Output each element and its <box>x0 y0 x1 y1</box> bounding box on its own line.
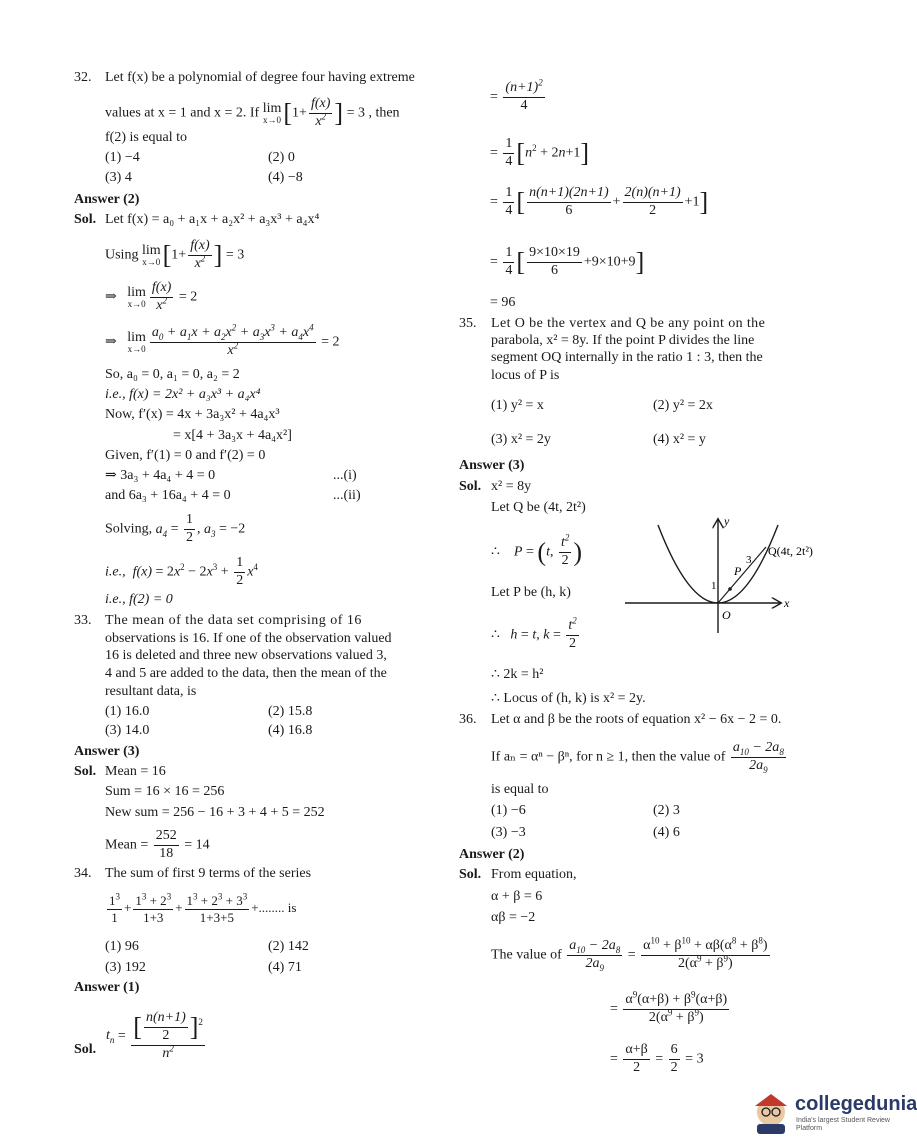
q36-option-4[interactable]: (4) 6 <box>653 825 680 840</box>
q35-option-2[interactable]: (2) y² = 2x <box>653 398 713 413</box>
q36-option-2[interactable]: (2) 3 <box>653 803 680 818</box>
q36-step3: = $\frac{\alpha+\beta}{2}$ = $\frac{6}{2}$ = 3 <box>610 1042 704 1075</box>
q34-number: 34. <box>74 866 92 881</box>
q34-line1: The sum of first 9 terms of the series <box>105 866 312 881</box>
point-p <box>728 587 732 591</box>
q36-line2: If aₙ = αⁿ − βⁿ, for n ≥ 1, then the value of $\frac{a_{10} - 2a_8}{2a_9}$ <box>491 740 784 775</box>
q34-option-3[interactable]: (3) 192 <box>105 960 146 975</box>
q36-line1: Let α and β be the roots of equation x² − 6x − 2 = 0. <box>491 712 782 727</box>
right-column <box>445 0 891 1146</box>
q33-sol-4: Mean = $\frac{252}{18}$ = 14 <box>105 828 210 861</box>
q35-answer: Answer (3) <box>459 458 525 473</box>
fig-label-o: O <box>722 608 731 622</box>
q33-line2: observations is 16. If one of the observation valued <box>105 631 392 646</box>
q33-option-1[interactable]: (1) 16.0 <box>105 704 150 719</box>
q32-step-ie: i.e., f(x) = 2x² + a₃x³ + a₄x⁴ <box>105 387 261 402</box>
q35-option-3[interactable]: (3) x² = 2y <box>491 432 551 447</box>
q35-hk: ∴ h = t, k = $\frac{t^2}{2}$ <box>491 615 577 651</box>
q32-option-1[interactable]: (1) −4 <box>105 150 140 165</box>
parabola-figure <box>620 515 880 635</box>
q32-step-now2: = x[4 + 3a₃x + 4a₄x²] <box>173 428 292 443</box>
q36-option-1[interactable]: (1) −6 <box>491 803 526 818</box>
q36-option-3[interactable]: (3) −3 <box>491 825 526 840</box>
q35-sol-label: Sol. <box>459 479 482 494</box>
q34-answer: Answer (1) <box>74 980 140 995</box>
q35-sol-5: ∴ 2k = h² <box>491 667 544 682</box>
q32-number: 32. <box>74 70 92 85</box>
q32-step-given: Given, f′(1) = 0 and f′(2) = 0 <box>105 448 266 463</box>
q32-option-3[interactable]: (3) 4 <box>105 170 132 185</box>
q36-sol-2: α + β = 6 <box>491 889 543 904</box>
q34-option-1[interactable]: (1) 96 <box>105 939 139 954</box>
q34-option-2[interactable]: (2) 142 <box>268 939 309 954</box>
q32-fx-final: i.e., $f(x) = 2x^2 - 2x^3$ + $\frac{1}{2}$ $x^4$ <box>105 555 258 588</box>
fig-label-q: Q(4t, 2t²) <box>768 544 813 558</box>
q34-r4: = $\frac{1}{4}$ [ $\frac{9\times 10\times 19}{6}$ +9×10+9] <box>490 245 645 278</box>
fig-ratio-1: 1 <box>711 580 717 592</box>
q34-r3: = $\frac{1}{4}$ [ $\frac{n(n+1)(2n+1)}{6}$ + $\frac{2(n)(n+1)}{2}$ +1] <box>490 185 709 218</box>
q32-eq2: and 6a₃ + 16a₄ + 4 = 0 <box>105 488 231 503</box>
q32-option-2[interactable]: (2) 0 <box>268 150 295 165</box>
q32-limit-step2: ⇒ lim x→0 $\frac{f(x)}{x^2}$ = 2 <box>105 280 198 313</box>
q35-number: 35. <box>459 316 477 331</box>
q36-sol-label: Sol. <box>459 867 482 882</box>
q32-answer: Answer (2) <box>74 192 140 207</box>
q35-line4: locus of P is <box>491 368 560 383</box>
q35-line2: parabola, x² = 8y. If the point P divides the line <box>491 333 755 348</box>
q34-r2: = $\frac{1}{4}$ $[n^2 + 2n+1]$ <box>490 136 590 169</box>
segment-oq <box>718 547 766 603</box>
q33-option-2[interactable]: (2) 15.8 <box>268 704 313 719</box>
q32-step-so: So, a₀ = 0, a₁ = 0, a₂ = 2 <box>105 367 240 382</box>
q32-line3: f(2) is equal to <box>105 130 188 145</box>
q32-eq1-tag: ...(i) <box>333 468 357 483</box>
q36-sol-3: αβ = −2 <box>491 910 536 925</box>
q34-series: $\frac{1^3}{1}$ + $\frac{1^3 + 2^3}{1+3}$ + $\frac{1^3 + 2^3 + 3^3}{1+3+5}$ +........ is <box>109 891 297 925</box>
q33-line4: 4 and 5 are added to the data, then the mean of the <box>105 666 387 681</box>
q36-step2: = $\frac{\alpha^9(\alpha+\beta) + \beta^9(\alpha+\beta)}{2(\alpha^9 + \beta^9)}$ <box>610 989 728 1025</box>
q32-line2: values at x = 1 and x = 2. If lim x→0 [1+ $\frac{f(x)}{x^2}$ ] = 3 , then <box>105 96 400 129</box>
q34-r1: = $\frac{(n+1)^2}{4}$ <box>490 77 543 113</box>
q32-limit-step3: ⇒ lim x→0 $\frac{a_0 + a_1x + a_2x^2 + a_3x^3 + a_4x^4}{x^2}$ = 2 <box>105 322 340 358</box>
q35-sol-1: x² = 8y <box>491 479 532 494</box>
q33-option-3[interactable]: (3) 14.0 <box>105 723 150 738</box>
q35-line1: Let O be the vertex and Q be any point on the <box>491 316 766 331</box>
q33-sol-3: New sum = 256 − 16 + 3 + 4 + 5 = 252 <box>105 805 325 820</box>
fig-label-x: x <box>784 596 790 610</box>
q32-using-limit: Using lim x→0 [1+ $\frac{f(x)}{x^2}$ ] = 3 <box>105 238 245 271</box>
q32-sol-line1: Let f(x) = a₀ + a₁x + a₂x² + a₃x³ + a₄x⁴ <box>105 212 320 227</box>
logo-wordmark: collegedunia <box>795 1093 917 1115</box>
q36-number: 36. <box>459 712 477 727</box>
q35-sol-2: Let Q be (4t, 2t²) <box>491 500 586 515</box>
q32-eq2-tag: ...(ii) <box>333 488 361 503</box>
q35-sol-3: Let P be (h, k) <box>491 585 571 600</box>
q32-option-4[interactable]: (4) −8 <box>268 170 303 185</box>
q32-final: i.e., f(2) = 0 <box>105 592 173 607</box>
q34-sol-label: Sol. <box>74 1042 97 1057</box>
left-column <box>0 0 445 1146</box>
q33-sol-2: Sum = 16 × 16 = 256 <box>105 784 225 799</box>
q35-option-1[interactable]: (1) y² = x <box>491 398 544 413</box>
q35-option-4[interactable]: (4) x² = y <box>653 432 706 447</box>
q32-sol-label: Sol. <box>74 212 97 227</box>
q36-value: The value of $\frac{a_{10} - 2a_8}{2a_9}$ = $\frac{\alpha^{10} + \beta^{10} + \alpha\beta(\alpha^8 + \beta^8)}{2(\alpha^9 + \beta^9)}$ <box>491 935 768 973</box>
fig-ratio-3: 3 <box>746 554 752 566</box>
q34-final: = 96 <box>490 295 516 310</box>
q33-number: 33. <box>74 613 92 628</box>
q36-line3: is equal to <box>491 782 549 797</box>
q35-line3: segment OQ internally in the ratio 1 : 3, then the <box>491 350 763 365</box>
q33-option-4[interactable]: (4) 16.8 <box>268 723 313 738</box>
q33-line3: 16 is deleted and three new observations valued 3, <box>105 648 387 663</box>
fig-label-y: y <box>724 514 730 528</box>
q36-answer: Answer (2) <box>459 847 525 862</box>
q32-eq1: ⇒ 3a₃ + 4a₄ + 4 = 0 <box>105 468 216 483</box>
q33-line1: The mean of the data set comprising of 16 <box>105 613 362 628</box>
fig-label-p: P <box>734 564 742 578</box>
q33-line5: resultant data, is <box>105 684 197 699</box>
logo-tagline: India's largest Student Review Platform <box>796 1117 890 1133</box>
q34-option-4[interactable]: (4) 71 <box>268 960 302 975</box>
q35-sol-6: ∴ Locus of (h, k) is x² = 2y. <box>491 691 646 706</box>
q32-solving: Solving, $a_4$ = $\frac{1}{2}$ , $a_3 = -2$ <box>105 512 246 545</box>
q33-sol-label: Sol. <box>74 764 97 779</box>
q36-sol-1: From equation, <box>491 867 577 882</box>
q32-line1: Let f(x) be a polynomial of degree four having extreme <box>105 70 415 85</box>
q32-step-now: Now, f′(x) = 4x + 3a₃x² + 4a₄x³ <box>105 407 280 422</box>
q33-answer: Answer (3) <box>74 744 140 759</box>
q33-sol-1: Mean = 16 <box>105 764 166 779</box>
q34-tn: $t_n$ = [ $\frac{n(n+1)}{2}$ ]$^2$ $n^2$ <box>106 1010 203 1061</box>
q35-p-eq: ∴ P = (t, $\frac{t^2}{2}$ ) <box>491 532 583 568</box>
